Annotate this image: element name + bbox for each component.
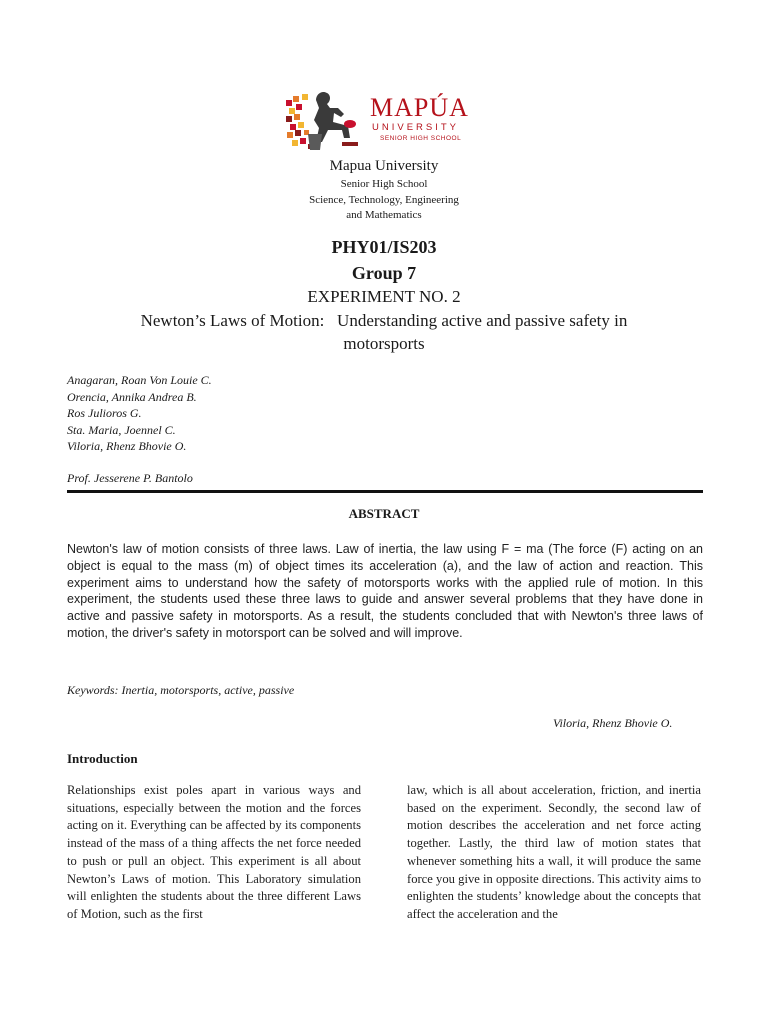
author-name: Orencia, Annika Andrea B. (67, 389, 197, 404)
introduction-column-left: Relationships exist poles apart in various ways and situations, especially between the motion and the forces acting on it. Everything can be affected by its components instead of the mass of a thing affects the net force needed to push or pull an object. This experiment is all about Newton’s Laws of motion. This Laboratory simulation will enlighten the students about the three different Laws of Motion, such as the first (67, 783, 361, 921)
institution-line-2: Science, Technology, Engineering (309, 194, 459, 206)
experiment-number: EXPERIMENT NO. 2 (307, 287, 461, 306)
professor-name: Prof. Jesserene P. Bantolo (67, 471, 193, 485)
course-code: PHY01/IS203 (331, 237, 437, 257)
institution-name: Mapua University (329, 158, 439, 174)
abstract-body: Newton's law of motion consists of three laws. Law of inertia, the law using F = ma (The force (F) acting on an object is equal to the mass (m) of object times its acceleration (a), and the law of action and reaction. This experiment aims to understand how the safety of motorsports works with the applied rule of motion. In this experiment, the students used these three laws to guide and answer several problems that they have done in active and passive safety in motorsports. As a result, the students concluded that with Newton's three laws of motion, the driver's safety in motorsport can be solved and will improve. (67, 542, 703, 640)
signoff-author: Viloria, Rhenz Bhovie O. (553, 716, 673, 730)
abstract-heading: ABSTRACT (348, 506, 420, 521)
logo-wordmark: MAPÚA (370, 93, 469, 122)
introduction-column-right: law, which is all about acceleration, friction, and inertia based on the experiment. Secondly, the second law of motion describes the acceleration and net force acting together. Lastly, the third law of motion states that whenever something hits a wall, it will produce the same force you give in opposite directions. This activity aims to enlighten the students’ knowledge about the concepts that affect the acceleration and the (407, 783, 701, 921)
university-logo (286, 86, 476, 158)
author-name: Ros Julioros G. (67, 406, 142, 420)
institution-line-3: and Mathematics (346, 209, 422, 221)
paper-title-line-1: Newton’s Laws of Motion: Understanding active and passive safety in (140, 311, 628, 330)
institution-line-1: Senior High School (340, 178, 428, 190)
paper-title-line-2: motorsports (343, 334, 425, 353)
author-name: Sta. Maria, Joennel C. (67, 422, 176, 437)
author-list (67, 372, 212, 455)
logo-emblem-icon (286, 86, 476, 158)
group-label: Group 7 (351, 263, 417, 283)
keywords-line: Keywords: Inertia, motorsports, active, passive (67, 683, 295, 697)
introduction-heading: Introduction (67, 751, 138, 766)
author-name: Anagaran, Roan Von Louie C. (67, 373, 212, 387)
section-divider (67, 490, 703, 493)
author-name: Viloria, Rhenz Bhovie O. (67, 439, 187, 453)
logo-sub2: SENIOR HIGH SCHOOL (380, 135, 462, 142)
logo-sub1: UNIVERSITY (372, 122, 460, 133)
